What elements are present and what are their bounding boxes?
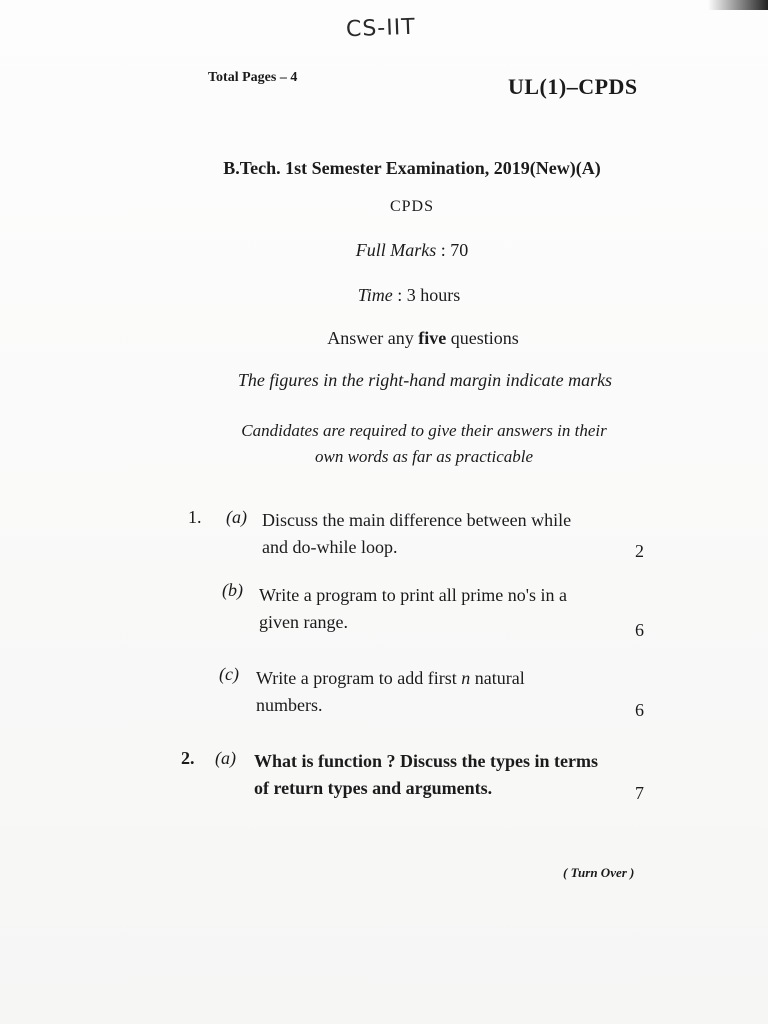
question-line: of return types and arguments. (254, 778, 493, 798)
question-part-label: (b) (222, 580, 243, 600)
full-marks-value: : 70 (436, 240, 469, 260)
question-part-label: (a) (226, 507, 247, 527)
question-line: What is function ? Discuss the types in terms (254, 751, 599, 771)
question-marks: 6 (635, 700, 644, 720)
question-number: 2. (181, 748, 195, 768)
full-marks-label: Full Marks (355, 240, 437, 260)
candidates-note (0, 418, 768, 470)
candidates-line-1: Candidates are required to give their answers in their (241, 421, 607, 440)
question-marks: 2 (635, 541, 644, 561)
question-line (256, 665, 525, 692)
question-line-part: Write a program to add first (256, 668, 462, 688)
instruction-prefix: Answer any (327, 328, 419, 348)
candidates-line-2: own words as far as practicable (314, 447, 534, 466)
handwritten-note: CS-IIT (345, 14, 417, 43)
time-label: Time (357, 285, 393, 305)
question-line: Discuss the main difference between while (262, 510, 572, 530)
exam-time (0, 285, 768, 306)
full-marks (0, 240, 768, 261)
subject-name: CPDS (389, 198, 435, 215)
paper-code: UL(1)–CPDS (508, 74, 638, 99)
question-part-label: (c) (219, 664, 239, 684)
question-line: numbers. (256, 695, 323, 715)
question-variable: n (461, 668, 471, 688)
question-text (256, 665, 525, 719)
question-marks: 6 (635, 620, 644, 640)
question-text (259, 582, 567, 636)
question-marks: 7 (635, 783, 644, 803)
instruction-bold: five (418, 328, 447, 348)
question-line: Write a program to print all prime no's in a (259, 585, 567, 605)
time-value: : 3 hours (392, 285, 461, 305)
instruction-suffix: questions (446, 328, 519, 348)
question-line-part: natural (470, 668, 525, 688)
page-corner-shadow (708, 0, 768, 10)
exam-title: B.Tech. 1st Semester Examination, 2019(New)(A) (223, 158, 601, 178)
question-number: 1. (188, 507, 202, 527)
figures-note: The figures in the right-hand margin indicate marks (237, 370, 613, 390)
question-part-label: (a) (215, 748, 236, 768)
question-line: given range. (259, 612, 348, 632)
question-text (262, 507, 571, 561)
question-text (254, 748, 598, 802)
turn-over-note: ( Turn Over ) (563, 865, 635, 880)
total-pages: Total Pages – 4 (208, 70, 298, 85)
answer-instruction (0, 328, 768, 349)
question-line: and do-while loop. (262, 537, 398, 557)
